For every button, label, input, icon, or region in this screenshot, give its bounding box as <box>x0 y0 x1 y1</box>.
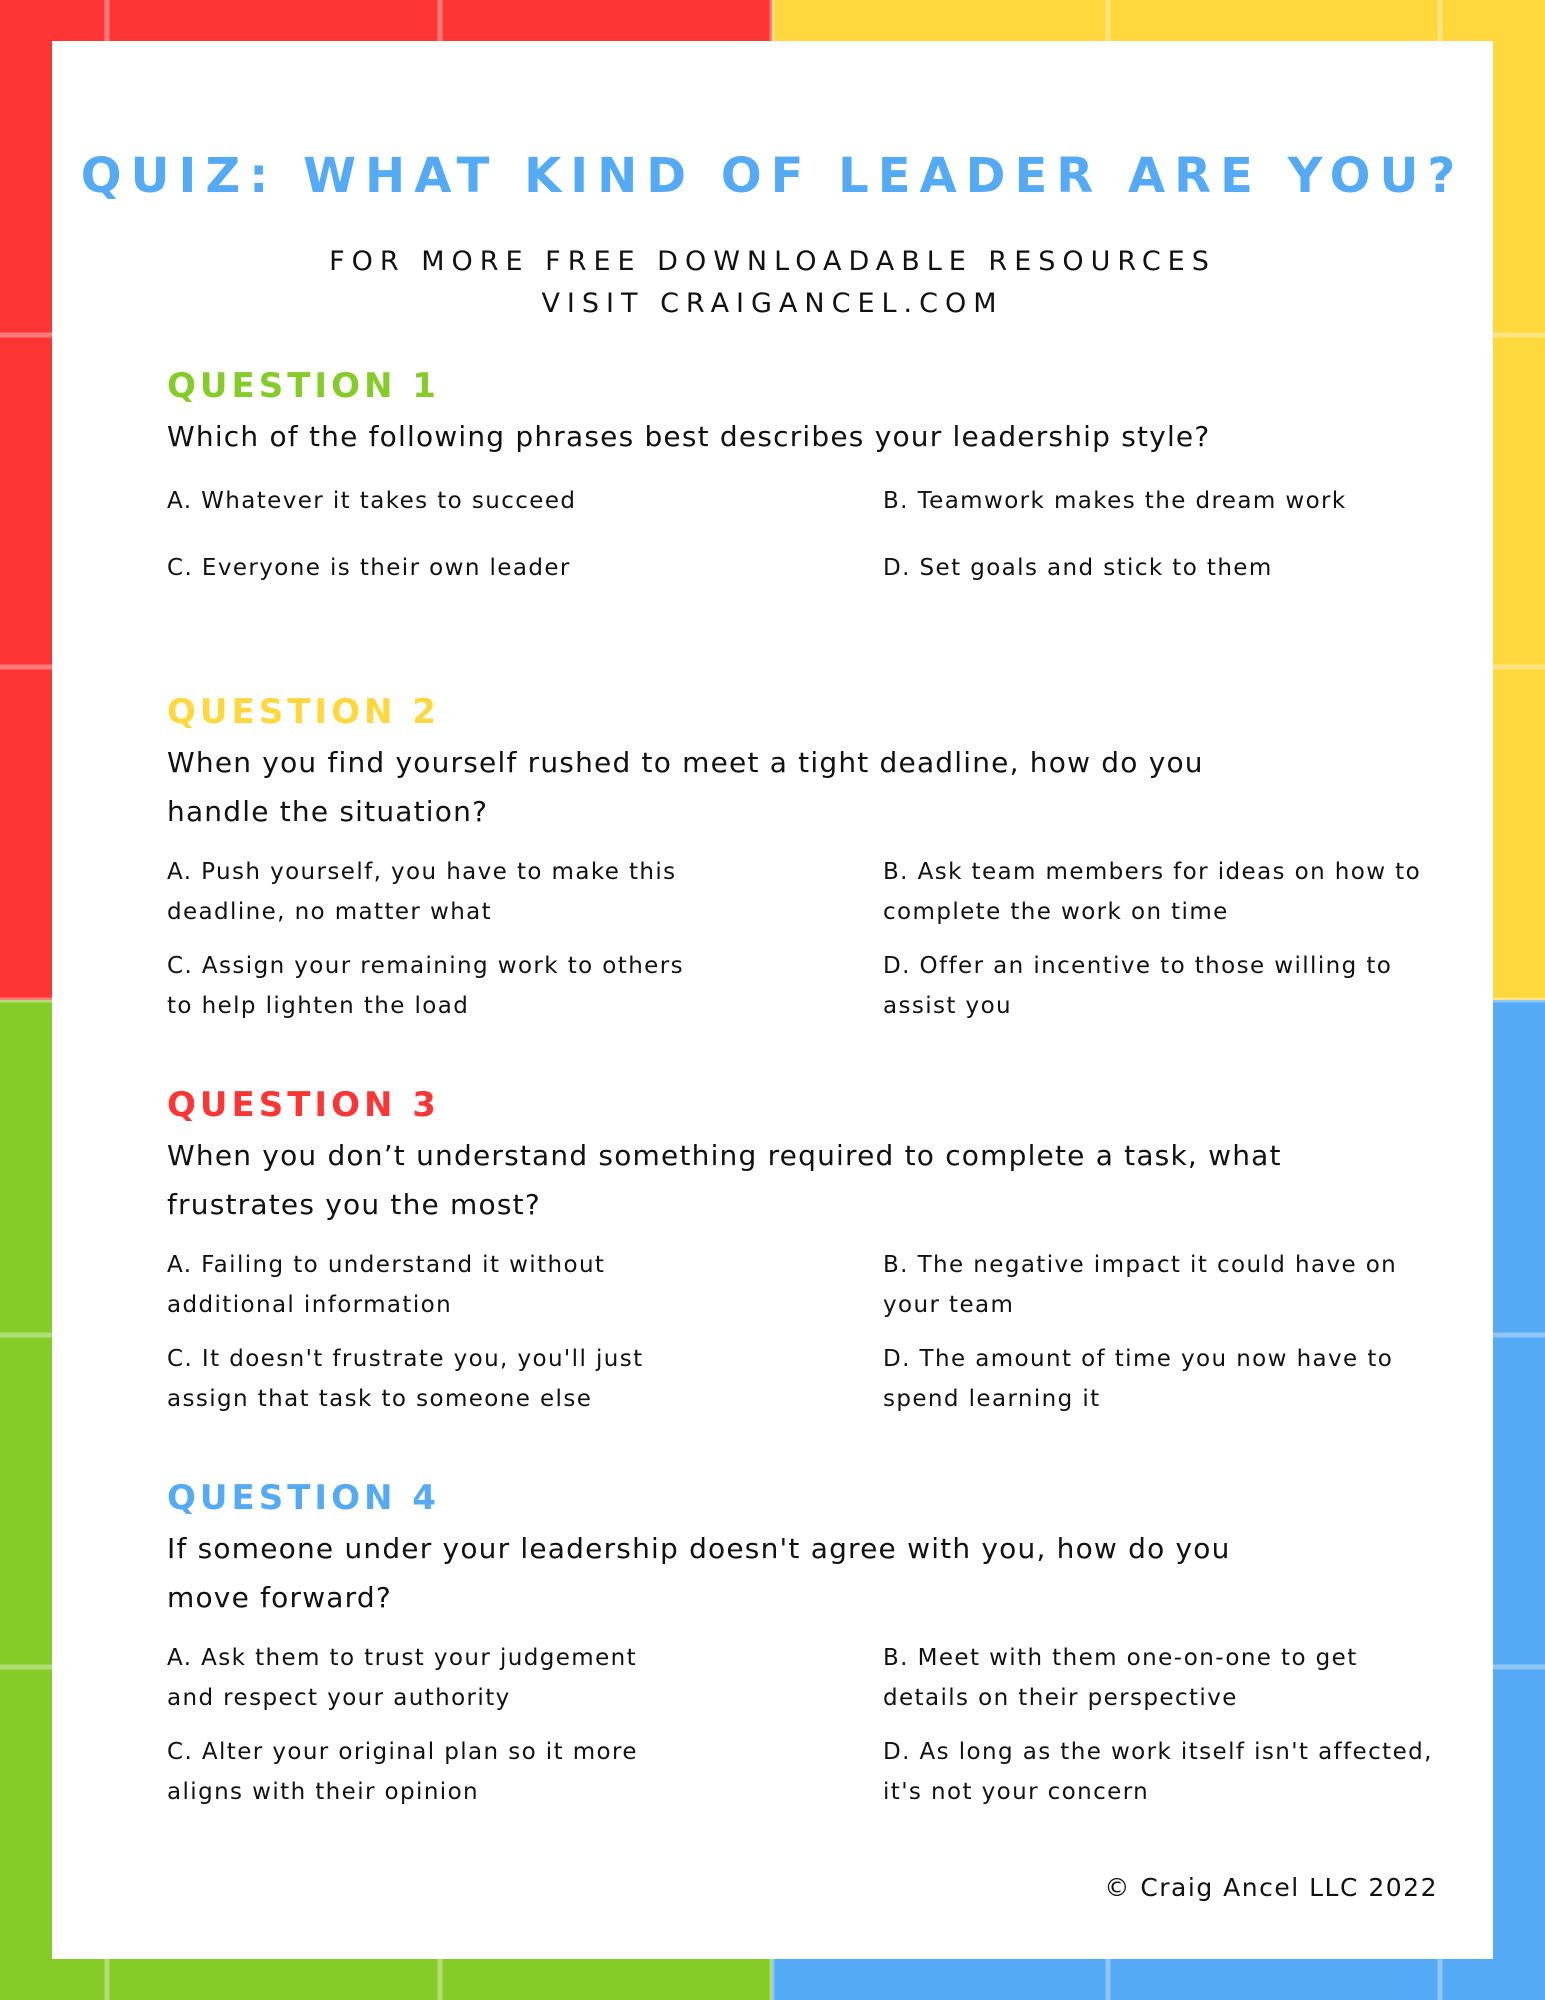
answer-grid <box>167 1638 1433 1812</box>
answer-a: A. Failing to understand it without additional information <box>167 1252 606 1318</box>
answer-d: D. The amount of time you now have to spend learning it <box>883 1346 1394 1412</box>
answer-c: C. Assign your remaining work to others to help lighten the load <box>167 953 684 1019</box>
copyright-footer: © Craig Ancel LLC 2022 <box>1104 1873 1438 1902</box>
answer-b: B. Teamwork makes the dream work <box>883 488 1347 514</box>
question-text: When you don’t understand something required to complete a task, what frustrates you the most? <box>167 1139 1282 1221</box>
answer-d: D. As long as the work itself isn't affected, it's not your concern <box>883 1739 1433 1805</box>
answer-d: D. Set goals and stick to them <box>883 555 1273 581</box>
answer-grid <box>167 1245 1427 1419</box>
question-2 <box>167 688 1427 1026</box>
question-text: When you find yourself rushed to meet a tight deadline, how do you handle the situation? <box>167 746 1204 828</box>
question-1 <box>167 362 1427 588</box>
subtitle-line-2: VISIT CRAIGANCEL.COM <box>541 288 1004 319</box>
question-label: QUESTION 1 <box>167 366 440 406</box>
answer-b: B. Meet with them one-on-one to get details on their perspective <box>883 1645 1358 1711</box>
quiz-card <box>52 41 1493 1959</box>
answer-c: C. It doesn't frustrate you, you'll just assign that task to someone else <box>167 1346 644 1412</box>
answer-a: A. Push yourself, you have to make this deadline, no matter what <box>167 859 677 925</box>
question-4 <box>167 1474 1433 1812</box>
answer-b: B. The negative impact it could have on your team <box>883 1252 1398 1318</box>
question-label: QUESTION 3 <box>167 1085 440 1125</box>
question-label: QUESTION 2 <box>167 692 440 732</box>
answer-a: A. Ask them to trust your judgement and respect your authority <box>167 1645 638 1711</box>
answer-c: C. Everyone is their own leader <box>167 555 571 581</box>
question-3 <box>167 1081 1427 1419</box>
subtitle-line-1: FOR MORE FREE DOWNLOADABLE RESOURCES <box>329 246 1216 277</box>
page-title: QUIZ: WHAT KIND OF LEADER ARE YOU? <box>80 148 1465 204</box>
answer-a: A. Whatever it takes to succeed <box>167 488 577 514</box>
answer-grid <box>167 852 1427 1026</box>
answer-c: C. Alter your original plan so it more aligns with their opinion <box>167 1739 638 1805</box>
question-text: If someone under your leadership doesn't agree with you, how do you move forward? <box>167 1532 1231 1614</box>
answer-d: D. Offer an incentive to those willing to assist you <box>883 953 1393 1019</box>
question-text: Which of the following phrases best describes your leadership style? <box>167 420 1211 453</box>
resources-subtitle <box>52 241 1493 325</box>
answer-b: B. Ask team members for ideas on how to complete the work on time <box>883 859 1422 925</box>
answer-grid <box>167 481 1427 588</box>
question-label: QUESTION 4 <box>167 1478 440 1518</box>
